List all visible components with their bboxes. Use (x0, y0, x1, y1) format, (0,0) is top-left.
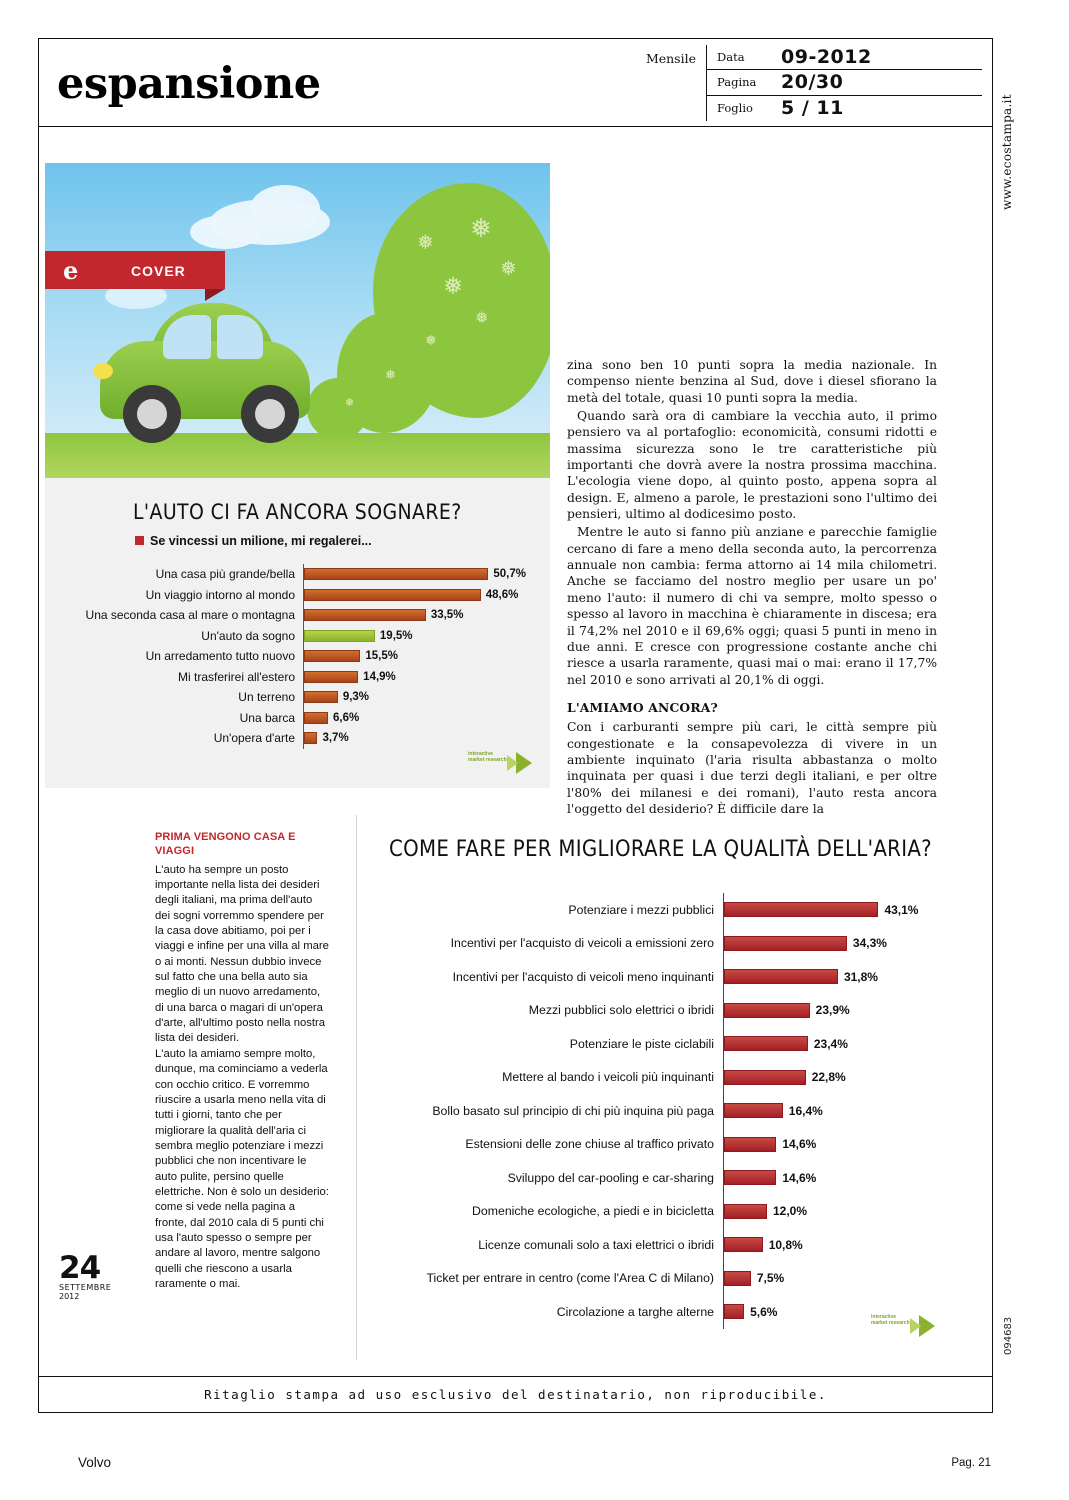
chart1-row (45, 646, 550, 667)
chart2-row (375, 1094, 975, 1128)
chart2-bar (724, 902, 878, 917)
chart2-category-label: Licenze comunali solo a taxi elettrici o ibridi (478, 1237, 714, 1252)
chart1-bar (304, 650, 360, 662)
arrow-icon (919, 1315, 935, 1337)
legend-swatch-icon (135, 536, 144, 545)
chart2-value-label: 14,6% (782, 1170, 817, 1185)
chart1-row (45, 667, 550, 688)
chart1-value-label: 15,5% (365, 650, 398, 663)
chart1-bar (304, 589, 481, 601)
chart2-value-label: 23,4% (813, 1036, 848, 1051)
article-paragraph: Con i carburanti sempre più cari, le città sempre più congestionate e la consapevolezza di vivere in un ambiente inquinato (l'aria risulta abbastanza o molto inquinata per quasi i due terzi degli italiani, e per oltre l'80% dei milanesi e dei romani), l'auto resta ancora l'oggetto del desiderio? È difficile dare la (567, 720, 937, 816)
chart1-value-label: 3,7% (322, 732, 349, 745)
article-paragraph: Mentre le auto si fanno più anziane e parecchie famiglie cercano di fare a meno della seconda auto, la percorrenza annuale non cambia: ferma attorno ai 14 mila chilometri. Anche se facciamo del nostro meglio per usare un po' meno l'auto: il numero di chi va sempre, molto spesso o spesso al lavoro in macchina è chiaramente in discesa; era il 74,2% nel 2010 e il 69,6% oggi; quasi 5 punti in meno in due anni. E cresce con progressione costante anche chi riesce a usarla raramente, quasi mai o mai: erano il 17,7% nel 2010 e sono arrivati al 20,1% di oggi. (567, 525, 937, 687)
chart-panel-airquality (375, 813, 975, 1361)
article-column (567, 357, 937, 819)
research-logo-line2: market research (468, 756, 507, 763)
chart2-category-label: Incentivi per l'acquisto di veicoli a emissioni zero (450, 936, 714, 951)
chart2-category-label: Bollo basato sul principio di chi più inquina più paga (432, 1103, 714, 1118)
meta-label-data: Data (717, 50, 745, 65)
press-clipping-page (38, 38, 993, 1413)
chart2-bar (724, 1036, 808, 1051)
chart2-row (375, 1161, 975, 1195)
chart2-value-label: 10,8% (768, 1237, 803, 1252)
chart1-value-label: 33,5% (430, 609, 464, 622)
chart1-category-label: Un'opera d'arte (213, 731, 295, 746)
cover-badge-label: COVER (131, 263, 186, 279)
chart2-category-label: Ticket per entrare in centro (come l'Area C di Milano) (426, 1271, 714, 1286)
sidebar-paragraph: L'auto ha sempre un posto importante nella lista dei desideri degli italiani, ma prima dell'auto dei sogni vorremmo spendere per la casa dove abitiamo, poi per i viaggi e infine per una villa al mare o ai monti. Nessun dubbio invece sul fatto che una bella auto sia meglio di un nuovo arredamento, di una barca o magari di un'opera d'arte, all'ultimo posto nella nostra lista dei desideri. (155, 863, 329, 1045)
meta-label-foglio: Foglio (717, 101, 753, 116)
chart1-row (45, 605, 550, 626)
cover-badge-letter: e (63, 256, 79, 285)
chart2-row (375, 1228, 975, 1262)
flower-icon: ❅ (470, 213, 492, 243)
green-smoke-shape (307, 378, 369, 440)
flower-icon: ❅ (425, 332, 437, 348)
sidebar-commentary (155, 831, 330, 1293)
flower-icon: ❅ (475, 310, 489, 327)
chart2-row (375, 1128, 975, 1162)
chart1-bar (304, 712, 328, 724)
flower-icon: ❅ (385, 367, 396, 382)
chart2-value-label: 14,6% (782, 1137, 817, 1152)
chart2-category-label: Mettere al bando i veicoli più inquinanti (502, 1070, 714, 1085)
chart2-category-label: Mezzi pubblici solo elettrici o ibridi (528, 1003, 714, 1018)
chart1-bar (304, 691, 338, 703)
chart1-category-label: Un terreno (238, 690, 295, 705)
research-logo-line1: interactive (468, 751, 494, 757)
chart2-bar (724, 1304, 744, 1319)
chart2-bar (724, 1271, 751, 1286)
chart2-bar (724, 1204, 767, 1219)
arrow-icon (507, 755, 518, 771)
chart2-bar (724, 1103, 783, 1118)
flower-icon: ❅ (345, 397, 355, 409)
meta-row-data (707, 45, 982, 70)
chart2-category-label: Potenziare i mezzi pubblici (568, 902, 714, 917)
page-marker-month: SETTEMBRE (59, 1283, 112, 1292)
cloud-icon (250, 185, 320, 233)
meta-row-pagina (707, 70, 982, 95)
chart2-value-label: 31,8% (843, 969, 878, 984)
chart2-row (375, 1195, 975, 1229)
chart2-row (375, 960, 975, 994)
article-paragraph: zina sono ben 10 punti sopra la media nazionale. In compenso niente benzina al Sud, dove i diesel sfiorano la metà del totale, quasi 10 punti sopra la media. (567, 358, 937, 405)
chart1-legend (135, 534, 372, 548)
page-marker-year: 2012 (59, 1292, 80, 1301)
chart1-bar (304, 568, 488, 580)
chart2-category-label: Sviluppo del car-pooling e car-sharing (507, 1170, 714, 1185)
research-logo-line1: interactive (871, 1314, 897, 1320)
chart2-bar (724, 936, 847, 951)
chart1-value-label: 19,5% (379, 629, 413, 642)
page-marker (59, 1250, 112, 1301)
chart1-value-label: 6,6% (333, 711, 360, 724)
chart2-category-label: Circolazione a targhe alterne (556, 1304, 714, 1319)
chart1-row (45, 687, 550, 708)
lower-section (45, 807, 986, 1367)
chart1-bar (304, 630, 375, 642)
chart2-bar (724, 1137, 776, 1152)
article-paragraph: Quando sarà ora di cambiare la vecchia auto, il primo pensiero va al portafoglio: economicità, consumi ridotti e massima sicurezza sono le tre caratteristiche più importanti che dovrà avere la nostra prossima macchina. L'ecologia viene dopo, al quinto posto, appena sopra al design. E, almeno a parole, le prestazioni sono l'ultimo dei pensieri, ultimo al dodicesimo posto. (567, 409, 937, 522)
sidebar-heading: PRIMA VENGONO CASA E VIAGGI (155, 831, 296, 857)
car-wheel (123, 385, 181, 443)
chart1-title: L'AUTO CI FA ANCORA SOGNARE? (133, 500, 462, 524)
chart2-bar (724, 1170, 776, 1185)
chart1-bar (304, 732, 317, 744)
sidebar-paragraph: L'auto la amiamo sempre molto, dunque, ma cominciamo a vederla con occhio critico. E vorremmo riuscire a usarla meno nella vita di tutti i giorni, tanto che per migliorare la qualità dell'aria ci sembra meglio potenziare i mezzi pubblici che non incentivare le auto pulite, persino quelle elettriche. Non è solo un desiderio: come si vede nella pagina a fronte, dal 2010 cala di 5 punti chi usa l'auto spesso o sempre per andare al lavoro, mentre salgono quelli che riescono a usarla raramente o mai. (155, 1047, 329, 1291)
flower-icon: ❅ (500, 258, 517, 280)
chart2-row (375, 927, 975, 961)
chart1-category-label: Una casa più grande/bella (155, 567, 295, 582)
chart2-row (375, 994, 975, 1028)
chart1-bar (304, 671, 358, 683)
chart1-row (45, 626, 550, 647)
footer-page-label: Pag. 21 (951, 1457, 991, 1469)
chart1-value-label: 48,6% (485, 588, 519, 601)
chart2-value-label: 16,4% (788, 1103, 823, 1118)
chart1-row (45, 585, 550, 606)
periodicity-label: Mensile (645, 51, 696, 66)
meta-row-foglio (707, 96, 982, 121)
page-marker-number: 24 (59, 1250, 101, 1287)
chart2-value-label: 23,9% (815, 1003, 850, 1018)
chart2-category-label: Estensioni delle zone chiuse al traffico privato (465, 1137, 714, 1152)
meta-value-data: 09-2012 (781, 46, 872, 69)
chart2-row (375, 1027, 975, 1061)
arrow-icon (910, 1318, 921, 1334)
clipping-body (39, 127, 992, 1412)
chart2-bar (724, 1003, 810, 1018)
chart1-bar (304, 609, 426, 621)
research-logo-line2: market research (871, 1319, 910, 1326)
meta-label-pagina: Pagina (717, 75, 757, 90)
chart2-value-label: 22,8% (811, 1070, 846, 1085)
chart1-category-label: Un viaggio intorno al mondo (145, 587, 295, 602)
chart2-value-label: 12,0% (773, 1204, 808, 1219)
chart2-title: COME FARE PER MIGLIORARE LA QUALITÀ DELL'ARIA? (389, 837, 932, 862)
chart2-value-label: 34,3% (852, 936, 887, 951)
arrow-icon (516, 752, 532, 774)
chart1-bars (45, 564, 550, 749)
chart-panel-dreams (45, 478, 550, 788)
cloud-icon (190, 215, 260, 249)
chart1-category-label: Un'auto da sogno (201, 628, 295, 643)
masthead (39, 39, 992, 127)
chart1-value-label: 14,9% (363, 670, 396, 683)
car-headlight (93, 363, 113, 379)
chart1-value-label: 9,3% (342, 691, 370, 704)
meta-value-foglio: 5 / 11 (781, 97, 844, 120)
chart2-row (375, 1262, 975, 1296)
chart1-legend-label: Se vincessi un milione, mi regalerei... (150, 534, 372, 548)
chart2-bar (724, 1070, 806, 1085)
cover-illustration (45, 163, 550, 478)
chart2-bar (724, 969, 838, 984)
flower-icon: ❅ (443, 273, 464, 300)
article-subheading: L'AMIAMO ANCORA? (567, 699, 718, 715)
document-code: 094683 (1003, 1316, 1014, 1355)
chart2-value-label: 7,5% (756, 1271, 785, 1286)
chart1-value-label: 50,7% (493, 568, 526, 581)
meta-value-pagina: 20/30 (781, 71, 844, 94)
footer-brand: Volvo (78, 1455, 112, 1470)
chart2-bars (375, 893, 975, 1329)
chart1-category-label: Una barca (239, 710, 295, 725)
chart2-category-label: Domeniche ecologiche, a piedi e in bicicletta (472, 1204, 714, 1219)
chart1-row (45, 728, 550, 749)
research-logo (468, 752, 532, 776)
chart1-row (45, 564, 550, 585)
chart2-category-label: Incentivi per l'acquisto di veicoli meno inquinanti (452, 969, 714, 984)
column-divider (356, 815, 357, 1360)
chart1-category-label: Mi trasferirei all'estero (178, 669, 295, 684)
research-logo (871, 1315, 935, 1339)
source-website-label: www.ecostampa.it (1000, 94, 1014, 210)
car-window (217, 315, 263, 359)
chart2-bar (724, 1237, 763, 1252)
flower-icon: ❅ (417, 232, 434, 254)
chart1-category-label: Un arredamento tutto nuovo (145, 649, 295, 664)
chart2-category-label: Potenziare le piste ciclabili (569, 1036, 714, 1051)
chart1-row (45, 708, 550, 729)
chart2-value-label: 5,6% (750, 1304, 778, 1319)
chart2-row (375, 893, 975, 927)
clipping-meta-box (706, 45, 982, 121)
car-wheel (241, 385, 299, 443)
publication-logo: espansione (57, 59, 321, 109)
cover-badge (45, 251, 225, 289)
clipping-disclaimer: Ritaglio stampa ad uso esclusivo del destinatario, non riproducibile. (39, 1376, 992, 1412)
chart2-row (375, 1061, 975, 1095)
chart1-category-label: Una seconda casa al mare o montagna (85, 608, 295, 623)
ground-strip (45, 433, 550, 478)
chart2-value-label: 43,1% (884, 902, 919, 917)
